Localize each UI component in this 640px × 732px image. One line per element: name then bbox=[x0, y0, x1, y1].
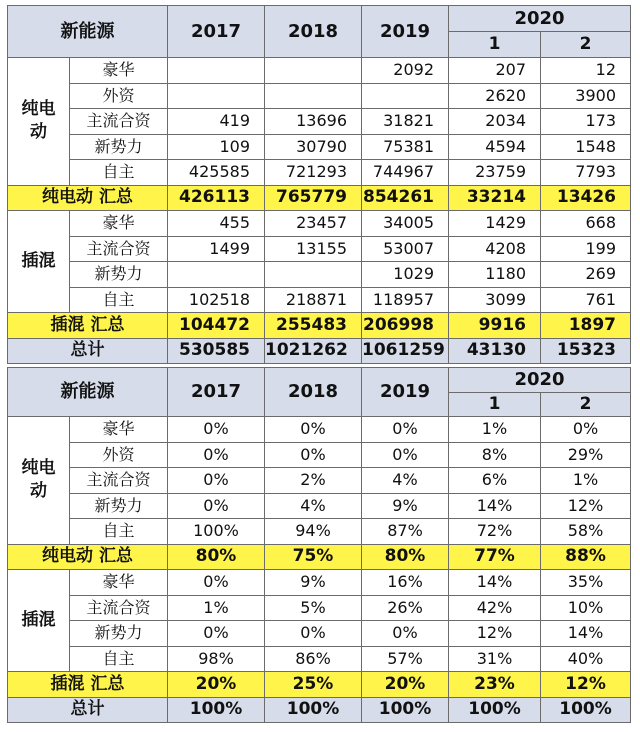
value-cell: 75381 bbox=[362, 134, 449, 160]
value-cell: 3099 bbox=[449, 287, 541, 313]
total-value: 77% bbox=[449, 544, 541, 570]
total-value: 43130 bbox=[449, 338, 541, 364]
value-cell: 118957 bbox=[362, 287, 449, 313]
header-year-2020: 2020 bbox=[449, 368, 631, 393]
value-cell: 23759 bbox=[449, 160, 541, 186]
value-cell: 2620 bbox=[449, 83, 541, 109]
value-cell: 269 bbox=[541, 262, 631, 288]
value-cell: 102518 bbox=[168, 287, 265, 313]
value-cell: 14% bbox=[449, 570, 541, 596]
table-row bbox=[8, 621, 631, 647]
value-cell: 12% bbox=[541, 493, 631, 519]
value-cell: 0% bbox=[168, 621, 265, 647]
value-cell bbox=[168, 262, 265, 288]
value-cell: 8% bbox=[449, 442, 541, 468]
category-label: 新势力 bbox=[70, 262, 168, 288]
value-cell: 1029 bbox=[362, 262, 449, 288]
total-value: 80% bbox=[168, 544, 265, 570]
phev-subtotal-row bbox=[8, 672, 631, 698]
value-cell: 9% bbox=[265, 570, 362, 596]
total-value: 100% bbox=[541, 697, 631, 723]
value-cell: 30790 bbox=[265, 134, 362, 160]
total-value: 23% bbox=[449, 672, 541, 698]
category-label: 主流合资 bbox=[70, 236, 168, 262]
value-cell: 16% bbox=[362, 570, 449, 596]
category-label: 自主 bbox=[70, 287, 168, 313]
value-cell: 1% bbox=[168, 595, 265, 621]
value-cell: 0% bbox=[265, 417, 362, 443]
category-label: 豪华 bbox=[70, 417, 168, 443]
total-value: 206998 bbox=[362, 313, 449, 339]
category-label: 新势力 bbox=[70, 134, 168, 160]
value-cell: 35% bbox=[541, 570, 631, 596]
table-row bbox=[8, 646, 631, 672]
category-label: 主流合资 bbox=[70, 468, 168, 494]
value-cell: 199 bbox=[541, 236, 631, 262]
total-value: 100% bbox=[449, 697, 541, 723]
value-cell: 72% bbox=[449, 519, 541, 545]
value-cell: 668 bbox=[541, 211, 631, 237]
category-label: 主流合资 bbox=[70, 595, 168, 621]
value-cell: 0% bbox=[362, 621, 449, 647]
value-cell: 5% bbox=[265, 595, 362, 621]
value-cell: 218871 bbox=[265, 287, 362, 313]
value-cell: 40% bbox=[541, 646, 631, 672]
total-value: 33214 bbox=[449, 185, 541, 211]
value-cell: 1429 bbox=[449, 211, 541, 237]
value-cell: 12 bbox=[541, 58, 631, 84]
value-cell: 57% bbox=[362, 646, 449, 672]
total-value: 854261 bbox=[362, 185, 449, 211]
category-label: 豪华 bbox=[70, 58, 168, 84]
header-month: 2 bbox=[541, 393, 631, 417]
total-value: 255483 bbox=[265, 313, 362, 339]
value-cell bbox=[362, 83, 449, 109]
total-value: 12% bbox=[541, 672, 631, 698]
value-cell bbox=[265, 58, 362, 84]
table-row bbox=[8, 262, 631, 288]
category-label: 豪华 bbox=[70, 211, 168, 237]
value-cell: 1499 bbox=[168, 236, 265, 262]
header-year-2020: 2020 bbox=[449, 6, 631, 32]
header-new-energy: 新能源 bbox=[8, 368, 168, 417]
grand-total-row bbox=[8, 697, 631, 723]
category-label: 豪华 bbox=[70, 570, 168, 596]
table-row bbox=[8, 595, 631, 621]
table-row bbox=[8, 570, 631, 596]
phev-subtotal-row-label: 插混 汇总 bbox=[8, 672, 168, 698]
bev-subtotal-row-label: 纯电动 汇总 bbox=[8, 185, 168, 211]
value-cell: 4% bbox=[362, 468, 449, 494]
table-row bbox=[8, 493, 631, 519]
table-row bbox=[8, 468, 631, 494]
table-row bbox=[8, 211, 631, 237]
table-row bbox=[8, 160, 631, 186]
bev-subtotal-row bbox=[8, 544, 631, 570]
value-cell: 9% bbox=[362, 493, 449, 519]
value-cell bbox=[265, 262, 362, 288]
total-value: 20% bbox=[362, 672, 449, 698]
total-value: 15323 bbox=[541, 338, 631, 364]
value-cell: 455 bbox=[168, 211, 265, 237]
value-cell: 31821 bbox=[362, 109, 449, 135]
total-value: 13426 bbox=[541, 185, 631, 211]
category-label: 主流合资 bbox=[70, 109, 168, 135]
table-row bbox=[8, 58, 631, 84]
value-cell: 419 bbox=[168, 109, 265, 135]
phev-subtotal-row bbox=[8, 313, 631, 339]
value-cell: 109 bbox=[168, 134, 265, 160]
table-row bbox=[8, 442, 631, 468]
total-value: 1897 bbox=[541, 313, 631, 339]
group-label-bev: 纯电 动 bbox=[8, 58, 70, 186]
bev-subtotal-row bbox=[8, 185, 631, 211]
table-row bbox=[8, 236, 631, 262]
value-cell: 31% bbox=[449, 646, 541, 672]
value-cell: 86% bbox=[265, 646, 362, 672]
value-cell: 7793 bbox=[541, 160, 631, 186]
value-cell: 207 bbox=[449, 58, 541, 84]
total-value: 765779 bbox=[265, 185, 362, 211]
value-cell: 425585 bbox=[168, 160, 265, 186]
value-cell: 14% bbox=[449, 493, 541, 519]
value-cell: 1% bbox=[449, 417, 541, 443]
value-cell: 1% bbox=[541, 468, 631, 494]
value-cell: 2% bbox=[265, 468, 362, 494]
value-cell: 3900 bbox=[541, 83, 631, 109]
total-value: 1021262 bbox=[265, 338, 362, 364]
value-cell bbox=[265, 83, 362, 109]
table-row bbox=[8, 287, 631, 313]
total-value: 104472 bbox=[168, 313, 265, 339]
category-label: 自主 bbox=[70, 646, 168, 672]
value-cell: 29% bbox=[541, 442, 631, 468]
category-label: 外资 bbox=[70, 442, 168, 468]
value-cell: 0% bbox=[168, 468, 265, 494]
value-cell: 2034 bbox=[449, 109, 541, 135]
value-cell: 0% bbox=[168, 417, 265, 443]
table-row bbox=[8, 519, 631, 545]
total-value: 88% bbox=[541, 544, 631, 570]
value-cell: 4% bbox=[265, 493, 362, 519]
value-cell: 2092 bbox=[362, 58, 449, 84]
value-cell: 12% bbox=[449, 621, 541, 647]
category-label: 自主 bbox=[70, 519, 168, 545]
grand-total-row-label: 总计 bbox=[8, 697, 168, 723]
value-cell: 0% bbox=[265, 621, 362, 647]
value-cell: 42% bbox=[449, 595, 541, 621]
value-cell: 6% bbox=[449, 468, 541, 494]
value-cell: 0% bbox=[362, 442, 449, 468]
category-label: 新势力 bbox=[70, 493, 168, 519]
total-value: 25% bbox=[265, 672, 362, 698]
header-new-energy: 新能源 bbox=[8, 6, 168, 58]
total-value: 80% bbox=[362, 544, 449, 570]
total-value: 75% bbox=[265, 544, 362, 570]
category-label: 外资 bbox=[70, 83, 168, 109]
total-value: 100% bbox=[265, 697, 362, 723]
value-cell: 0% bbox=[168, 570, 265, 596]
total-value: 100% bbox=[362, 697, 449, 723]
total-value: 100% bbox=[168, 697, 265, 723]
sales-volume-table bbox=[7, 5, 631, 364]
bev-subtotal-row-label: 纯电动 汇总 bbox=[8, 544, 168, 570]
value-cell: 0% bbox=[265, 442, 362, 468]
value-cell: 721293 bbox=[265, 160, 362, 186]
value-cell: 1180 bbox=[449, 262, 541, 288]
phev-subtotal-row-label: 插混 汇总 bbox=[8, 313, 168, 339]
header-month: 1 bbox=[449, 32, 541, 58]
value-cell: 53007 bbox=[362, 236, 449, 262]
group-label-phev: 插混 bbox=[8, 211, 70, 313]
value-cell: 0% bbox=[362, 417, 449, 443]
value-cell: 87% bbox=[362, 519, 449, 545]
total-value: 1061259 bbox=[362, 338, 449, 364]
total-value: 530585 bbox=[168, 338, 265, 364]
value-cell: 100% bbox=[168, 519, 265, 545]
value-cell: 10% bbox=[541, 595, 631, 621]
table-row bbox=[8, 134, 631, 160]
value-cell: 0% bbox=[168, 442, 265, 468]
table-row bbox=[8, 109, 631, 135]
header-year: 2017 bbox=[168, 6, 265, 58]
value-cell: 13696 bbox=[265, 109, 362, 135]
header-year: 2017 bbox=[168, 368, 265, 417]
total-value: 9916 bbox=[449, 313, 541, 339]
table-row bbox=[8, 83, 631, 109]
header-year: 2018 bbox=[265, 368, 362, 417]
value-cell: 173 bbox=[541, 109, 631, 135]
value-cell: 4594 bbox=[449, 134, 541, 160]
header-year: 2019 bbox=[362, 368, 449, 417]
grand-total-row bbox=[8, 338, 631, 364]
category-label: 新势力 bbox=[70, 621, 168, 647]
value-cell: 23457 bbox=[265, 211, 362, 237]
share-percentage-table bbox=[7, 367, 631, 723]
value-cell bbox=[168, 83, 265, 109]
value-cell: 0% bbox=[541, 417, 631, 443]
header-month: 1 bbox=[449, 393, 541, 417]
value-cell: 0% bbox=[168, 493, 265, 519]
header-year: 2018 bbox=[265, 6, 362, 58]
value-cell: 4208 bbox=[449, 236, 541, 262]
value-cell: 1548 bbox=[541, 134, 631, 160]
header-month: 2 bbox=[541, 32, 631, 58]
value-cell: 14% bbox=[541, 621, 631, 647]
table-row bbox=[8, 417, 631, 443]
total-value: 20% bbox=[168, 672, 265, 698]
value-cell: 94% bbox=[265, 519, 362, 545]
category-label: 自主 bbox=[70, 160, 168, 186]
value-cell: 58% bbox=[541, 519, 631, 545]
header-year: 2019 bbox=[362, 6, 449, 58]
total-value: 426113 bbox=[168, 185, 265, 211]
value-cell bbox=[168, 58, 265, 84]
group-label-phev: 插混 bbox=[8, 570, 70, 672]
value-cell: 13155 bbox=[265, 236, 362, 262]
value-cell: 761 bbox=[541, 287, 631, 313]
group-label-bev: 纯电 动 bbox=[8, 417, 70, 545]
value-cell: 98% bbox=[168, 646, 265, 672]
value-cell: 34005 bbox=[362, 211, 449, 237]
value-cell: 744967 bbox=[362, 160, 449, 186]
value-cell: 26% bbox=[362, 595, 449, 621]
grand-total-row-label: 总计 bbox=[8, 338, 168, 364]
